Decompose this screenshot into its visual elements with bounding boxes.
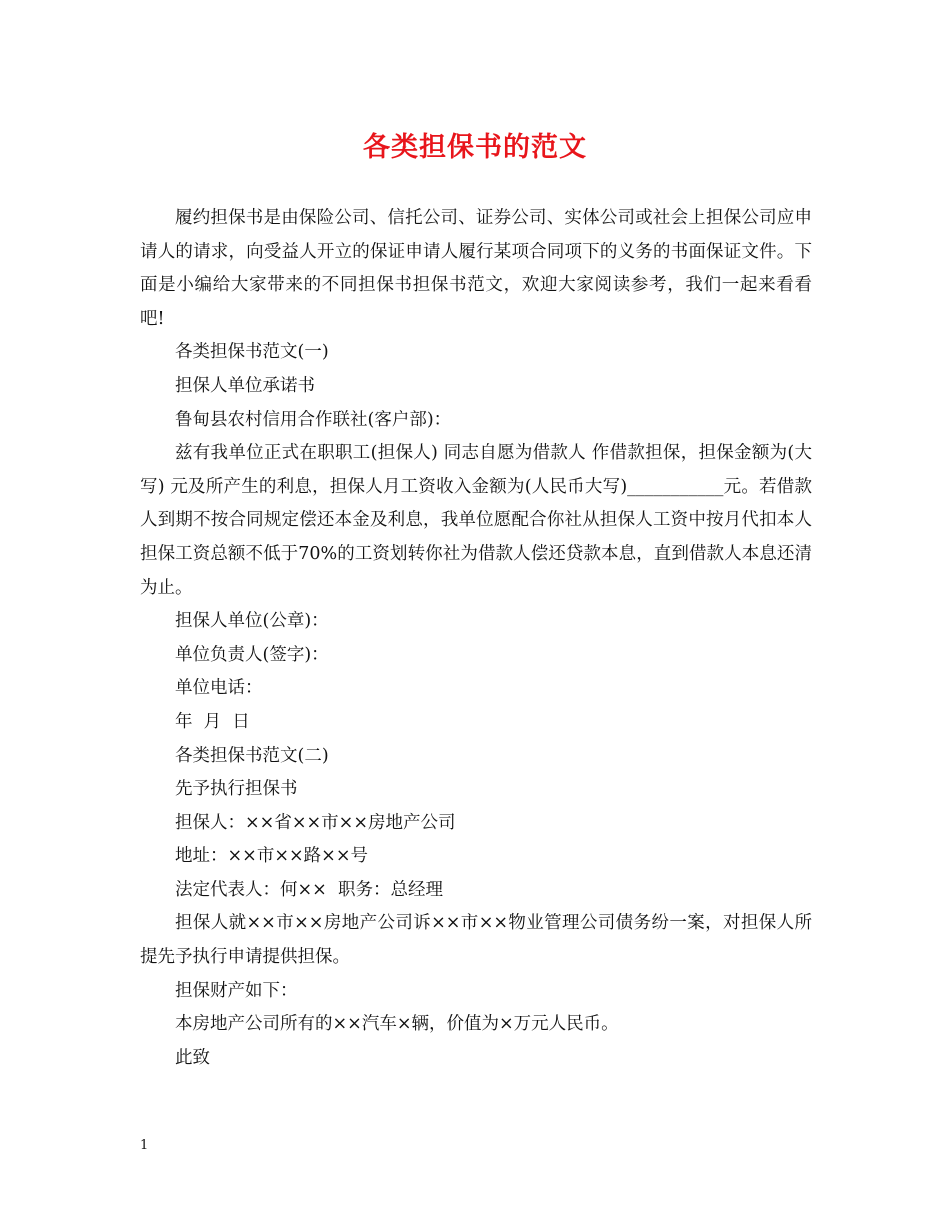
paragraph-subtitle-2: 先予执行担保书	[175, 779, 298, 800]
paragraph-closing: 此致	[175, 1047, 210, 1068]
document-title: 各类担保书的范文	[363, 132, 587, 163]
paragraph-legal-rep: 法定代表人：何×× 职务：总经理	[175, 879, 443, 900]
paragraph-addressee: 鲁甸县农村信用合作联社(客户部)：	[175, 409, 452, 430]
paragraph-property-heading: 担保财产如下：	[175, 980, 298, 1001]
page-number: 1	[140, 1138, 149, 1153]
paragraph-seal: 担保人单位(公章)：	[175, 611, 329, 632]
paragraph-commitment: 兹有我单位正式在职职工(担保人) 同志自愿为借款人 作借款担保，担保金额为(大写) 元及所产生的利息，担保人月工资收入金额为(人民币大写)___________元。若借款人到期不按合同规定偿还本金及利息，我单位愿配合你社从担保人工资中按月代扣本人担保工资总额不低于70%的工资划转你社为借款人偿还贷款本息，直到借款人本息还清为止。	[140, 443, 812, 598]
paragraph-heading-2: 各类担保书范文(二)	[175, 745, 329, 766]
paragraph-intro: 履约担保书是由保险公司、信托公司、证券公司、实体公司或社会上担保公司应申请人的请求，向受益人开立的保证申请人履行某项合同项下的义务的书面保证文件。下面是小编给大家带来的不同担保书担保书范文，欢迎大家阅读参考，我们一起来看看吧!	[140, 208, 812, 329]
paragraph-date: 年 月 日	[175, 711, 250, 732]
document-body	[140, 202, 812, 1075]
paragraph-signature: 单位负责人(签字)：	[175, 644, 329, 665]
paragraph-subtitle-1: 担保人单位承诺书	[175, 375, 315, 396]
paragraph-property: 本房地产公司所有的××汽车×辆，价值为×万元人民币。	[175, 1014, 619, 1035]
paragraph-heading-1: 各类担保书范文(一)	[175, 342, 329, 363]
paragraph-statement: 担保人就××市××房地产公司诉××市××物业管理公司债务纷一案，对担保人所提先予执行申请提供担保。	[140, 913, 812, 968]
paragraph-phone: 单位电话：	[175, 678, 263, 699]
paragraph-guarantor: 担保人：××省××市××房地产公司	[175, 812, 456, 833]
paragraph-address: 地址：××市××路××号	[175, 846, 368, 867]
